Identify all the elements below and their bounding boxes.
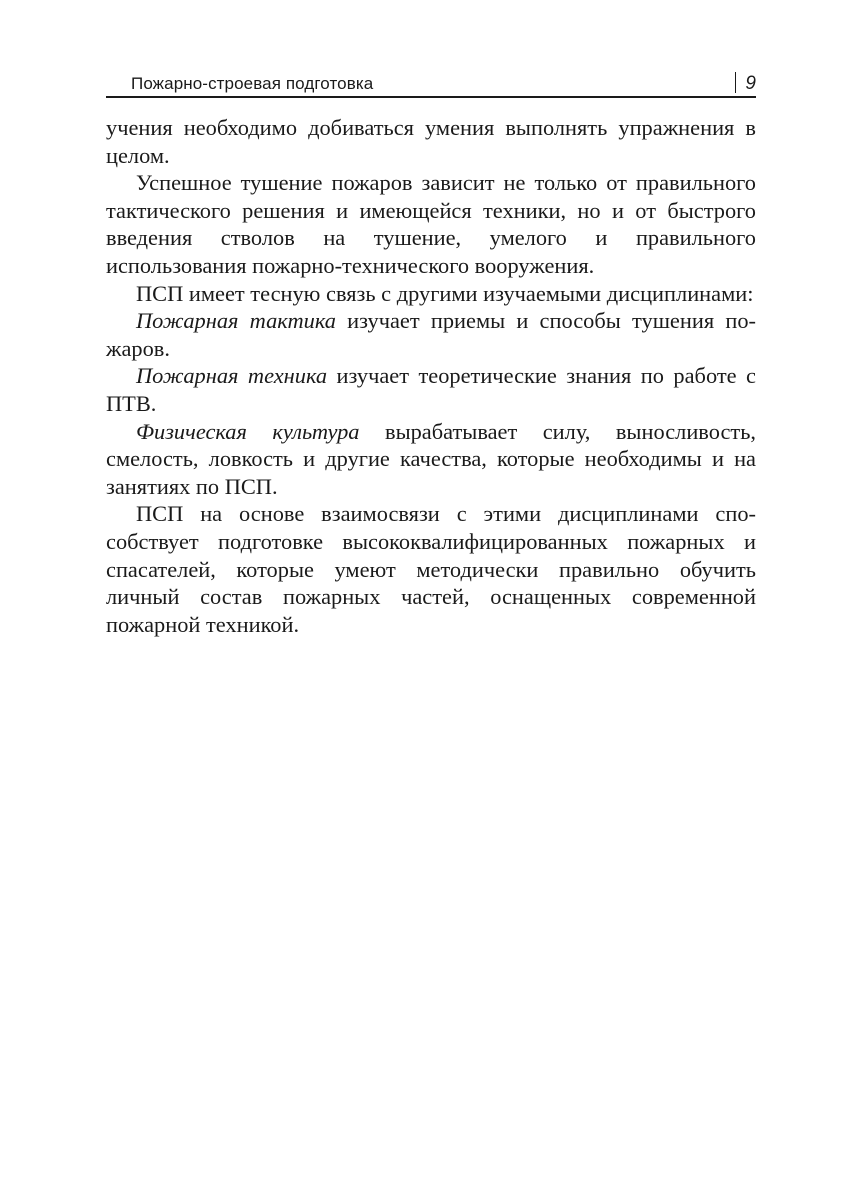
body-text [106, 114, 756, 638]
paragraph: ПСП на основе взаимосвязи с этими дисциплинами способствует подготовке высококвалифицированных пожарных и спасателей, которые умеют методически правильно обучить личный состав пожарных частей, оснащенных современной пожарной техникой. [106, 501, 756, 637]
paragraph: Успешное тушение пожаров зависит не только от правильного тактического решения и имеющейся техники, но и от быстрого введения стволов на тушение, умелого и правильного использования пожарно-технического вооружения. [106, 170, 756, 278]
paragraph-fire-equipment [106, 362, 756, 417]
page [106, 70, 756, 638]
term-physical-culture: Физическая культура [136, 418, 360, 444]
paragraph-continuation: учения необходимо добиваться умения выполнять упражнения в целом. [106, 115, 756, 168]
running-header-title: Пожарно-строевая подготовка [131, 74, 374, 93]
header-separator [735, 72, 737, 93]
running-header [106, 70, 756, 98]
term-fire-equipment: Пожарная техника [136, 363, 328, 389]
paragraph-fire-tactics [106, 307, 756, 362]
term-fire-tactics: Пожарная тактика [136, 308, 336, 334]
paragraph: ПСП имеет тесную связь с другими изучаемыми дисциплинами: [136, 280, 754, 306]
paragraph-physical-culture [106, 418, 756, 501]
page-number: 9 [745, 73, 756, 94]
paragraph-text: изучает приемы и способы тушения пожаров. [106, 308, 756, 361]
paragraph-text: вырабатывает силу, выносливость, смелость, ловкость и другие качества, которые необходимы и на занятиях по ПСП. [106, 418, 757, 499]
paragraph-text: изучает теоретические знания по работе с ПТВ. [106, 363, 756, 416]
